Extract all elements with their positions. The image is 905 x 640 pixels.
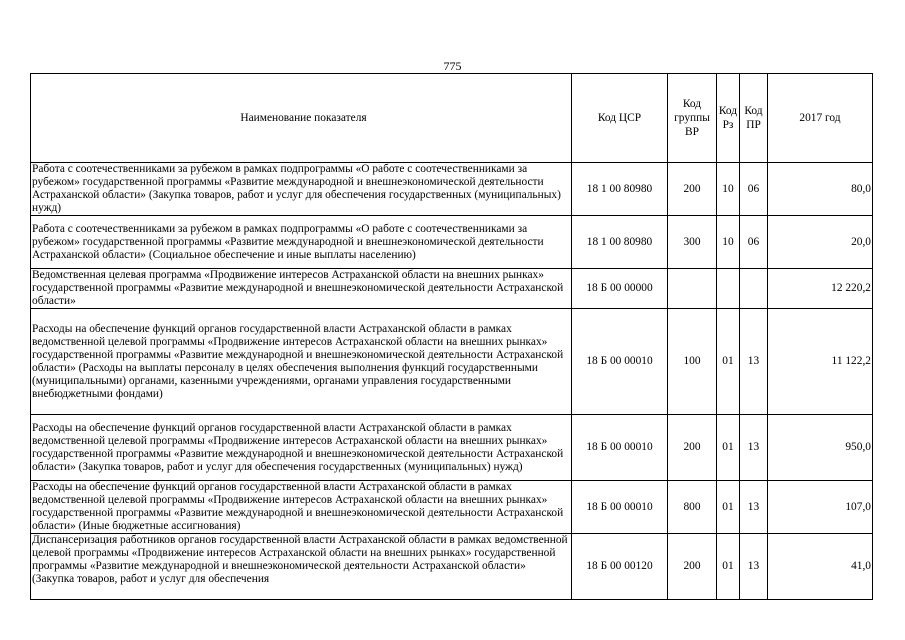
row-vr: 200: [668, 415, 717, 481]
row-vr: 100: [668, 309, 717, 415]
row-pr: 13: [740, 415, 768, 481]
budget-table: [30, 73, 873, 600]
row-name: Расходы на обеспечение функций органов государственной власти Астраханской области в рамках ведомственной целевой программы «Продвижение интересов Астраханской области на внешних рынках» государственной программы «Развитие международной и внешнеэкономической деятельности Астраханской области» (Расходы на выплаты персоналу в целях обеспечения выполнения функций государственными (муниципальными) органами, казенными учреждениями, органами управления государственными внебюджетными фондами): [31, 309, 572, 415]
row-pr: 13: [740, 534, 768, 600]
row-vr: 800: [668, 481, 717, 534]
row-rz: [717, 269, 740, 309]
page-number: 775: [443, 59, 462, 73]
row-amount: 950,0: [768, 415, 873, 481]
row-amount: 20,0: [768, 216, 873, 269]
header-pr: Код ПР: [740, 74, 768, 163]
table-row: [31, 163, 873, 216]
row-rz: 01: [717, 481, 740, 534]
row-name: Диспансеризация работников органов государственной власти Астраханской области в рамках ведомственной целевой программы «Продвижение интересов Астраханской области на внешних рынках» государственной программы «Развитие международной и внешнеэкономической деятельности Астраханской области» (Закупка товаров, работ и услуг для обеспечения: [31, 534, 572, 600]
row-rz: 10: [717, 216, 740, 269]
row-vr: 200: [668, 163, 717, 216]
row-pr: [740, 269, 768, 309]
row-amount: 107,0: [768, 481, 873, 534]
row-pr: 06: [740, 163, 768, 216]
table-row: [31, 481, 873, 534]
row-pr: 13: [740, 309, 768, 415]
row-name: Расходы на обеспечение функций органов государственной власти Астраханской области в рамках ведомственной целевой программы «Продвижение интересов Астраханской области на внешних рынках» государственной программы «Развитие международной и внешнеэкономической деятельности Астраханской области» (Закупка товаров, работ и услуг для обеспечения государственных (муниципальных) нужд): [31, 415, 572, 481]
row-name: Работа с соотечественниками за рубежом в рамках подпрограммы «О работе с соотечественниками за рубежом» государственной программы «Развитие международной и внешнеэкономической деятельности Астраханской области» (Социальное обеспечение и иные выплаты населению): [31, 216, 572, 269]
row-rz: 01: [717, 309, 740, 415]
table-header-row: [31, 74, 873, 163]
row-csr: 18 Б 00 00010: [572, 481, 668, 534]
row-vr: [668, 269, 717, 309]
row-csr: 18 Б 00 00120: [572, 534, 668, 600]
row-pr: 06: [740, 216, 768, 269]
table-row: [31, 415, 873, 481]
row-csr: 18 1 00 80980: [572, 163, 668, 216]
row-csr: 18 Б 00 00010: [572, 309, 668, 415]
table-row: [31, 534, 873, 600]
row-amount: 12 220,2: [768, 269, 873, 309]
row-name: Работа с соотечественниками за рубежом в рамках подпрограммы «О работе с соотечественниками за рубежом» государственной программы «Развитие международной и внешнеэкономической деятельности Астраханской области» (Закупка товаров, работ и услуг для обеспечения государственных (муниципальных) нужд): [31, 163, 572, 216]
row-rz: 01: [717, 415, 740, 481]
row-csr: 18 Б 00 00000: [572, 269, 668, 309]
row-vr: 200: [668, 534, 717, 600]
header-rz: Код Рз: [717, 74, 740, 163]
row-amount: 41,0: [768, 534, 873, 600]
row-csr: 18 1 00 80980: [572, 216, 668, 269]
row-name: Ведомственная целевая программа «Продвижение интересов Астраханской области на внешних рынках» государственной программы «Развитие международной и внешнеэкономической деятельности Астраханской области»: [31, 269, 572, 309]
table-row: [31, 309, 873, 415]
header-csr: Код ЦСР: [572, 74, 668, 163]
header-vr: Код группы ВР: [668, 74, 717, 163]
row-amount: 80,0: [768, 163, 873, 216]
row-csr: 18 Б 00 00010: [572, 415, 668, 481]
table-row: [31, 216, 873, 269]
row-vr: 300: [668, 216, 717, 269]
row-amount: 11 122,2: [768, 309, 873, 415]
row-pr: 13: [740, 481, 768, 534]
table-row: [31, 269, 873, 309]
row-name: Расходы на обеспечение функций органов государственной власти Астраханской области в рамках ведомственной целевой программы «Продвижение интересов Астраханской области на внешних рынках» государственной программы «Развитие международной и внешнеэкономической деятельности Астраханской области» (Иные бюджетные ассигнования): [31, 481, 572, 534]
header-year: 2017 год: [768, 74, 873, 163]
row-rz: 01: [717, 534, 740, 600]
row-rz: 10: [717, 163, 740, 216]
header-name: Наименование показателя: [31, 74, 572, 163]
